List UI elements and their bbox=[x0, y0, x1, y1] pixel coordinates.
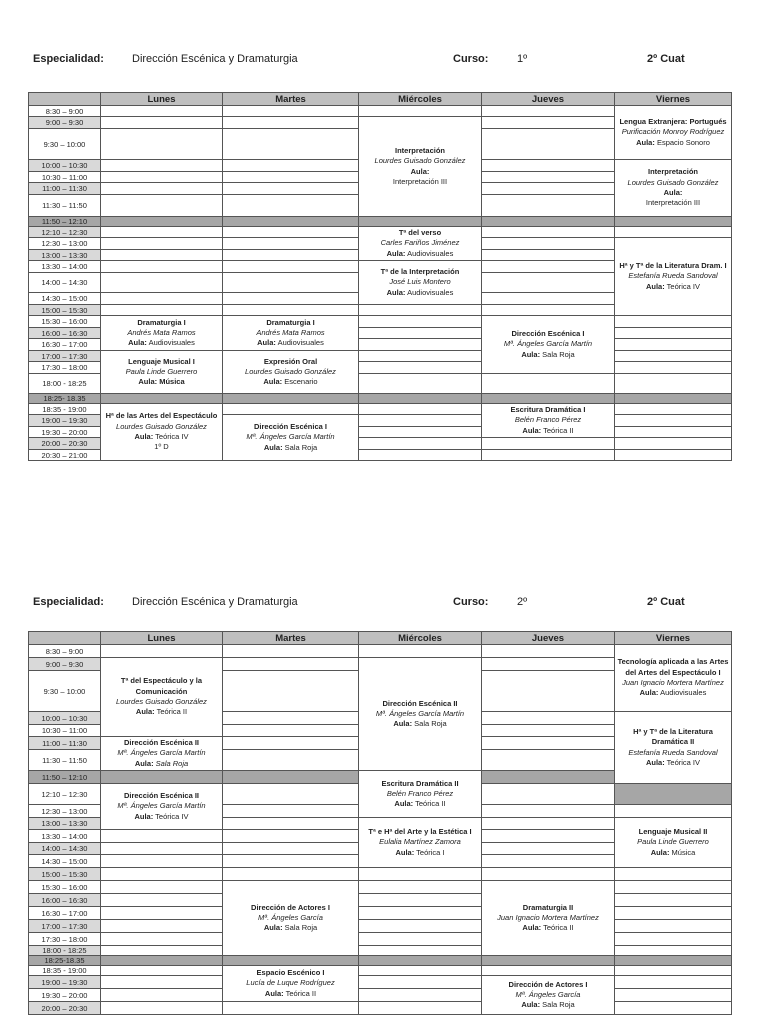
time-row bbox=[29, 1002, 732, 1015]
day-viernes: Viernes bbox=[615, 93, 732, 106]
time-row bbox=[29, 227, 732, 238]
time-slot: 16:00 – 16:30 bbox=[29, 894, 101, 907]
time-slot: 10:00 – 10:30 bbox=[29, 160, 101, 172]
day-jueves: Jueves bbox=[482, 632, 615, 645]
time-slot: 19:30 – 20:00 bbox=[29, 989, 101, 1002]
time-row bbox=[29, 989, 732, 1002]
time-slot: 18:25-18.35 bbox=[29, 956, 101, 966]
schedule-header-2 bbox=[0, 596, 768, 616]
time-slot: 15:00 – 15:30 bbox=[29, 305, 101, 316]
class-block: Interpretación Lourdes Guisado González Aula: Interpretación III bbox=[359, 117, 482, 217]
class-block: Dirección de Actores I Mª. Ángeles García Aula: Sala Roja bbox=[482, 976, 615, 1015]
class-block: Dramaturgia I Andrés Mata Ramos Aula: Audiovisuales bbox=[223, 316, 359, 351]
curso-value: 2º bbox=[517, 596, 528, 608]
class-block: Dramaturgia II Juan Ignacio Mortera Martínez Aula: Teórica II bbox=[482, 881, 615, 956]
time-slot: 12:30 – 13:00 bbox=[29, 805, 101, 818]
time-row bbox=[29, 894, 732, 907]
day-jueves: Jueves bbox=[482, 93, 615, 106]
class-block: Escritura Dramática II Belén Franco Pérez Aula: Teórica II bbox=[359, 771, 482, 818]
class-block: Interpretación Lourdes Guisado González Aula: Interpretación III bbox=[615, 160, 732, 217]
time-slot: 15:30 – 16:00 bbox=[29, 316, 101, 328]
time-slot: 9:00 – 9:30 bbox=[29, 658, 101, 671]
schedule-table-1 bbox=[28, 92, 732, 461]
class-block: Dirección Escénica II Mª. Ángeles García Martín Aula: Sala Roja bbox=[359, 658, 482, 771]
time-slot: 20:30 – 21:00 bbox=[29, 450, 101, 461]
day-header-row bbox=[29, 93, 732, 106]
time-slot: 12:10 – 12:30 bbox=[29, 784, 101, 805]
cuatrimestre: 2º Cuat bbox=[647, 596, 685, 608]
class-block: Escritura Dramática I Belén Franco Pérez Aula: Teórica II bbox=[482, 404, 615, 438]
schedule-header-1 bbox=[0, 53, 768, 73]
time-row bbox=[29, 976, 732, 989]
class-block: Lengua Extranjera: Portugués Purificación Monroy Rodríguez Aula: Espacio Sonoro bbox=[615, 106, 732, 160]
time-row bbox=[29, 933, 732, 946]
class-block: Tecnología aplicada a las Artes del Artes del Espectáculo I Juan Ignacio Mortera Martínez Aula: Audiovisuales bbox=[615, 645, 732, 712]
corner-cell bbox=[29, 93, 101, 106]
time-slot: 11:30 – 11:50 bbox=[29, 750, 101, 771]
break-row bbox=[29, 394, 732, 404]
class-block: Dirección Escénica II Mª. Ángeles García Martín Aula: Sala Roja bbox=[101, 737, 223, 771]
time-slot: 15:30 – 16:00 bbox=[29, 881, 101, 894]
cuatrimestre: 2º Cuat bbox=[647, 53, 685, 65]
time-slot: 20:00 – 20:30 bbox=[29, 438, 101, 450]
time-slot: 11:00 – 11:30 bbox=[29, 183, 101, 195]
class-block: Tª del Espectáculo y la Comunicación Lourdes Guisado González Aula: Teórica II bbox=[101, 658, 223, 737]
time-slot: 10:30 – 11:00 bbox=[29, 172, 101, 183]
especialidad-value: Dirección Escénica y Dramaturgia bbox=[132, 596, 298, 608]
time-slot: 8:30 – 9:00 bbox=[29, 645, 101, 658]
especialidad-label: Especialidad: bbox=[33, 596, 104, 608]
time-row bbox=[29, 920, 732, 933]
time-slot: 17:30 – 18:00 bbox=[29, 362, 101, 374]
break-row bbox=[29, 217, 732, 227]
class-block: Dirección Escénica I Mª. Ángeles García Martín Aula: Sala Roja bbox=[223, 415, 359, 461]
time-slot: 14:00 – 14:30 bbox=[29, 273, 101, 293]
day-lunes: Lunes bbox=[101, 632, 223, 645]
class-block: Hª de las Artes del Espectáculo Lourdes Guisado González Aula: Teórica IV 1º D bbox=[101, 404, 223, 461]
time-slot: 10:00 – 10:30 bbox=[29, 712, 101, 725]
time-slot: 9:30 – 10:00 bbox=[29, 129, 101, 160]
class-block: Lenguaje Musical I Paula Linde Guerrero Aula: Música bbox=[101, 351, 223, 394]
schedule-table-2 bbox=[28, 631, 732, 1015]
time-slot: 12:30 – 13:00 bbox=[29, 238, 101, 250]
day-miercoles: Miércoles bbox=[359, 632, 482, 645]
day-martes: Martes bbox=[223, 93, 359, 106]
class-block: Hª y Tª de la Literatura Dramática II Estefanía Rueda Sandoval Aula: Teórica IV bbox=[615, 712, 732, 784]
time-row bbox=[29, 645, 732, 658]
class-block: Espacio Escénico I Lucía de Luque Rodríguez Aula: Teórica II bbox=[223, 966, 359, 1002]
class-block: Tª del verso Carles Fariños Jiménez Aula: Audiovisuales bbox=[359, 227, 482, 261]
time-slot: 16:30 – 17:00 bbox=[29, 339, 101, 351]
day-viernes: Viernes bbox=[615, 632, 732, 645]
day-lunes: Lunes bbox=[101, 93, 223, 106]
time-slot: 9:30 – 10:00 bbox=[29, 671, 101, 712]
time-slot: 16:30 – 17:00 bbox=[29, 907, 101, 920]
curso-value: 1º bbox=[517, 53, 528, 65]
time-row bbox=[29, 966, 732, 976]
time-slot: 14:30 – 15:00 bbox=[29, 293, 101, 305]
class-block: Dirección Escénica I Mª. Ángeles García Martín Aula: Sala Roja bbox=[482, 316, 615, 374]
time-slot: 17:00 – 17:30 bbox=[29, 351, 101, 362]
time-slot: 13:00 – 13:30 bbox=[29, 250, 101, 261]
time-slot: 18:00 - 18:25 bbox=[29, 946, 101, 956]
time-slot: 17:30 – 18:00 bbox=[29, 933, 101, 946]
class-block: Lenguaje Musical II Paula Linde Guerrero Aula: Música bbox=[615, 818, 732, 868]
time-slot: 10:30 – 11:00 bbox=[29, 725, 101, 737]
time-slot: 9:00 – 9:30 bbox=[29, 117, 101, 129]
day-martes: Martes bbox=[223, 632, 359, 645]
especialidad-value: Dirección Escénica y Dramaturgia bbox=[132, 53, 298, 65]
time-slot: 11:50 – 12:10 bbox=[29, 217, 101, 227]
curso-label: Curso: bbox=[453, 596, 489, 608]
class-block: Dirección de Actores I Mª. Ángeles García Aula: Sala Roja bbox=[223, 881, 359, 956]
time-slot: 18:00 - 18:25 bbox=[29, 374, 101, 394]
time-row bbox=[29, 316, 732, 328]
class-block: Tª de la Interpretación José Luis Montero Aula: Audiovisuales bbox=[359, 261, 482, 305]
time-slot: 15:00 – 15:30 bbox=[29, 868, 101, 881]
time-slot: 19:00 – 19:30 bbox=[29, 415, 101, 427]
time-slot: 19:30 – 20:00 bbox=[29, 427, 101, 438]
time-row bbox=[29, 868, 732, 881]
break-row bbox=[29, 956, 732, 966]
class-block: Dramaturgia I Andrés Mata Ramos Aula: Audiovisuales bbox=[101, 316, 223, 351]
time-slot: 14:00 – 14:30 bbox=[29, 843, 101, 855]
time-row bbox=[29, 946, 732, 956]
time-slot: 18:35 - 19:00 bbox=[29, 966, 101, 976]
time-slot: 11:30 – 11:50 bbox=[29, 195, 101, 217]
day-header-row bbox=[29, 632, 732, 645]
time-slot: 11:00 – 11:30 bbox=[29, 737, 101, 750]
corner-cell bbox=[29, 632, 101, 645]
class-block: Dirección Escénica II Mª. Ángeles García Martín Aula: Teórica IV bbox=[101, 784, 223, 830]
curso-label: Curso: bbox=[453, 53, 489, 65]
time-row bbox=[29, 404, 732, 415]
time-row bbox=[29, 351, 732, 362]
time-slot: 11:50 – 12:10 bbox=[29, 771, 101, 784]
time-row bbox=[29, 907, 732, 920]
time-slot: 16:00 – 16:30 bbox=[29, 328, 101, 339]
especialidad-label: Especialidad: bbox=[33, 53, 104, 65]
day-miercoles: Miércoles bbox=[359, 93, 482, 106]
class-block: Hª y Tª de la Literatura Dram. I Estefanía Rueda Sandoval Aula: Teórica IV bbox=[615, 238, 732, 316]
time-slot: 12:10 – 12:30 bbox=[29, 227, 101, 238]
class-block: Tª e Hª del Arte y la Estética I Eulalia Martínez Zamora Aula: Teórica I bbox=[359, 818, 482, 868]
time-slot: 19:00 – 19:30 bbox=[29, 976, 101, 989]
time-slot: 17:00 – 17:30 bbox=[29, 920, 101, 933]
time-slot: 13:30 – 14:00 bbox=[29, 261, 101, 273]
time-slot: 18:35 - 19:00 bbox=[29, 404, 101, 415]
time-slot: 20:00 – 20:30 bbox=[29, 1002, 101, 1015]
time-slot: 14:30 – 15:00 bbox=[29, 855, 101, 868]
class-block: Expresión Oral Lourdes Guisado González Aula: Escenario bbox=[223, 351, 359, 394]
time-slot: 18:25- 18.35 bbox=[29, 394, 101, 404]
time-row bbox=[29, 881, 732, 894]
time-row bbox=[29, 106, 732, 117]
time-slot: 13:00 – 13:30 bbox=[29, 818, 101, 830]
time-slot: 8:30 – 9:00 bbox=[29, 106, 101, 117]
time-slot: 13:30 – 14:00 bbox=[29, 830, 101, 843]
